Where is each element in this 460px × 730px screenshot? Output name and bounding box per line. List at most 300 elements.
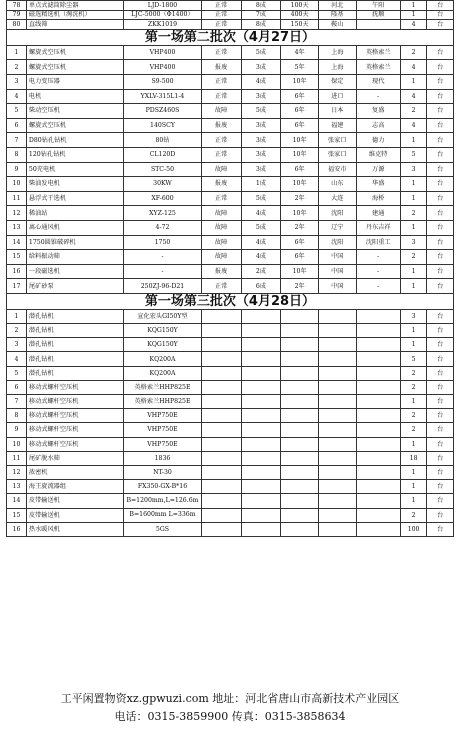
- table-cell: 1: [400, 10, 427, 20]
- table-cell: [318, 380, 356, 394]
- table-cell: 150天: [281, 20, 319, 30]
- table-cell: [241, 338, 281, 352]
- table-cell: 移动式螺杆空压机: [26, 437, 123, 451]
- table-row: [7, 10, 454, 20]
- table-cell: 2: [7, 324, 27, 338]
- table-cell: [356, 309, 400, 323]
- table-cell: 柴油发电机: [26, 177, 123, 192]
- table-cell: 100: [400, 522, 427, 536]
- table-cell: B=1200mm,L=126.6m: [124, 494, 201, 508]
- table-row: [7, 437, 454, 451]
- table-cell: 4成: [241, 74, 281, 89]
- table-cell: 移动式螺杆空压机: [26, 409, 123, 423]
- table-cell: 台: [427, 279, 454, 294]
- table-cell: 大连: [318, 191, 356, 206]
- table-cell: 8: [7, 409, 27, 423]
- table-cell: 台: [427, 465, 454, 479]
- table-row: [7, 177, 454, 192]
- table-cell: 正常: [201, 45, 241, 60]
- table-cell: 5: [7, 104, 27, 119]
- table-cell: LJC-5000（Φ1400）: [124, 10, 201, 20]
- table-row: [7, 206, 454, 221]
- table-cell: 热水暖风机: [26, 522, 123, 536]
- table-cell: [241, 309, 281, 323]
- table-row: [7, 45, 454, 60]
- table-cell: [201, 465, 241, 479]
- table-cell: 10年: [281, 264, 319, 279]
- table-cell: 1: [400, 437, 427, 451]
- table-cell: 保定: [318, 74, 356, 89]
- table-cell: 2: [400, 366, 427, 380]
- table-cell: 5成: [241, 191, 281, 206]
- table-cell: 18: [400, 451, 427, 465]
- table-cell: 台: [427, 89, 454, 104]
- table-cell: 2年: [281, 220, 319, 235]
- table-row: [7, 118, 454, 133]
- table-cell: [318, 309, 356, 323]
- table-cell: 海王旋流器组: [26, 480, 123, 494]
- table-cell: 潜孔钻机: [26, 324, 123, 338]
- table-cell: 3成: [241, 147, 281, 162]
- table-cell: [356, 395, 400, 409]
- table-cell: [318, 338, 356, 352]
- table-cell: 10: [7, 177, 27, 192]
- table-cell: 移动式螺杆空压机: [26, 395, 123, 409]
- table-cell: 台: [427, 494, 454, 508]
- table-cell: 正常: [201, 74, 241, 89]
- table-cell: NT-30: [124, 465, 201, 479]
- table-cell: 台: [427, 191, 454, 206]
- table-cell: [356, 480, 400, 494]
- table-cell: 17: [7, 279, 27, 294]
- table-cell: [241, 366, 281, 380]
- table-cell: 14: [7, 494, 27, 508]
- table-cell: KQ200A: [124, 352, 201, 366]
- table-row: [7, 380, 454, 394]
- table-cell: [318, 522, 356, 536]
- table-cell: 10年: [281, 133, 319, 148]
- table-cell: 4-72: [124, 220, 201, 235]
- table-row: [7, 494, 454, 508]
- table-row: [7, 409, 454, 423]
- table-cell: 8成: [241, 20, 281, 30]
- table-cell: 正常: [201, 89, 241, 104]
- table-cell: 台: [427, 508, 454, 522]
- table-cell: [241, 508, 281, 522]
- table-cell: 辽宁: [318, 220, 356, 235]
- table-cell: [281, 352, 319, 366]
- table-cell: 正常: [201, 10, 241, 20]
- table-cell: 3成: [241, 133, 281, 148]
- table-cell: 79: [7, 10, 27, 20]
- table-cell: 海桥: [356, 191, 400, 206]
- table-cell: 台: [427, 206, 454, 221]
- table-row: [7, 352, 454, 366]
- table-cell: 6: [7, 118, 27, 133]
- table-cell: 1: [400, 220, 427, 235]
- table-cell: 2: [400, 250, 427, 265]
- table-cell: 建通: [356, 206, 400, 221]
- table-row: [7, 220, 454, 235]
- table-cell: 台: [427, 309, 454, 323]
- table-cell: 磁选精选机（淘洗机）: [26, 10, 123, 20]
- table-row: [7, 522, 454, 536]
- table-row: [7, 423, 454, 437]
- table-cell: 1: [400, 465, 427, 479]
- table-cell: [281, 380, 319, 394]
- table-cell: 台: [427, 60, 454, 75]
- table-cell: 6成: [241, 279, 281, 294]
- table-cell: 沈阳: [318, 235, 356, 250]
- table-cell: 悬浮式干选机: [26, 191, 123, 206]
- table-cell: 台: [427, 451, 454, 465]
- table-cell: 台: [427, 409, 454, 423]
- table-cell: 6年: [281, 250, 319, 265]
- table-cell: 台: [427, 235, 454, 250]
- section-title: 第一场第三批次（4月28日）: [6, 294, 454, 309]
- table-cell: [241, 380, 281, 394]
- table-cell: 河北: [318, 1, 356, 11]
- equipment-table: [6, 309, 454, 537]
- table-cell: 故障: [201, 206, 241, 221]
- table-cell: 报废: [201, 177, 241, 192]
- table-row: [7, 1, 454, 11]
- table-cell: 直线筛: [26, 20, 123, 30]
- table-cell: 3: [7, 338, 27, 352]
- table-cell: 5: [400, 352, 427, 366]
- table-cell: LJD-1800: [124, 1, 201, 11]
- table-row: [7, 89, 454, 104]
- table-cell: 16: [7, 264, 27, 279]
- table-cell: 上海: [318, 60, 356, 75]
- table-cell: 4: [7, 89, 27, 104]
- table-cell: 10年: [281, 206, 319, 221]
- table-cell: 正常: [201, 279, 241, 294]
- table-row: [7, 264, 454, 279]
- table-cell: 台: [427, 338, 454, 352]
- table-cell: -: [356, 89, 400, 104]
- table-cell: [356, 409, 400, 423]
- table-cell: VHP750E: [124, 409, 201, 423]
- table-cell: 进口: [318, 89, 356, 104]
- table-cell: 台: [427, 423, 454, 437]
- table-cell: [356, 508, 400, 522]
- table-cell: [201, 380, 241, 394]
- table-cell: 100天: [281, 1, 319, 11]
- table-row: [7, 104, 454, 119]
- table-cell: [201, 494, 241, 508]
- table-row: [7, 74, 454, 89]
- table-cell: 台: [427, 264, 454, 279]
- table-cell: [241, 395, 281, 409]
- table-cell: [356, 352, 400, 366]
- table-cell: 5: [400, 147, 427, 162]
- table-cell: 10年: [281, 74, 319, 89]
- table-row: [7, 451, 454, 465]
- table-cell: [281, 338, 319, 352]
- table-cell: 7: [7, 395, 27, 409]
- table-cell: 正常: [201, 20, 241, 30]
- table-cell: 8成: [241, 1, 281, 11]
- table-cell: 沈阳重工: [356, 235, 400, 250]
- table-cell: 15: [7, 508, 27, 522]
- table-cell: 正常: [201, 147, 241, 162]
- table-cell: -: [356, 250, 400, 265]
- table-cell: 柴动空压机: [26, 104, 123, 119]
- table-cell: 正常: [201, 191, 241, 206]
- table-cell: VHP400: [124, 60, 201, 75]
- table-cell: 1成: [241, 177, 281, 192]
- table-cell: XYZ-125: [124, 206, 201, 221]
- table-cell: STC-50: [124, 162, 201, 177]
- table-cell: 5: [7, 366, 27, 380]
- table-cell: PDSZ460S: [124, 104, 201, 119]
- table-cell: 3成: [241, 60, 281, 75]
- table-cell: 张家口: [318, 133, 356, 148]
- table-cell: 3成: [241, 162, 281, 177]
- table-cell: 120钻孔钻机: [26, 147, 123, 162]
- table-cell: 英格索兰HHP825E: [124, 380, 201, 394]
- table-cell: 10: [7, 437, 27, 451]
- table-cell: 台: [427, 45, 454, 60]
- table-cell: 中国: [318, 264, 356, 279]
- table-cell: 4成: [241, 235, 281, 250]
- table-cell: [318, 480, 356, 494]
- table-cell: 潜孔钻机: [26, 366, 123, 380]
- table-cell: 2: [400, 423, 427, 437]
- table-cell: 7成: [241, 10, 281, 20]
- table-cell: 6年: [281, 104, 319, 119]
- table-cell: 2成: [241, 264, 281, 279]
- table-row: [7, 465, 454, 479]
- table-row: [7, 235, 454, 250]
- footer-company-address: 工平闲置物资xz.gpwuzi.com 地址：河北省唐山市高新技术产业园区: [60, 692, 400, 705]
- table-cell: [281, 465, 319, 479]
- table-cell: D80钻孔钻机: [26, 133, 123, 148]
- table-cell: 沈阳: [318, 206, 356, 221]
- table-cell: 午阳: [356, 1, 400, 11]
- table-cell: 2年: [281, 191, 319, 206]
- table-cell: 3成: [241, 89, 281, 104]
- table-cell: [201, 409, 241, 423]
- table-cell: 中国: [318, 250, 356, 265]
- table-cell: 潜孔钻机: [26, 309, 123, 323]
- table-cell: 皮带输送机: [26, 494, 123, 508]
- table-cell: 丹东吉祥: [356, 220, 400, 235]
- table-cell: 6年: [281, 235, 319, 250]
- table-cell: [201, 522, 241, 536]
- table-cell: 鞍山: [318, 20, 356, 30]
- table-cell: 6年: [281, 162, 319, 177]
- table-cell: 4成: [241, 206, 281, 221]
- table-cell: [318, 508, 356, 522]
- table-cell: [356, 451, 400, 465]
- table-cell: 3: [400, 235, 427, 250]
- equipment-table: [6, 45, 454, 294]
- table-cell: 英格索兰: [356, 45, 400, 60]
- table-cell: 140SCY: [124, 118, 201, 133]
- table-cell: 3: [7, 74, 27, 89]
- table-cell: 11: [7, 191, 27, 206]
- table-cell: 1: [400, 279, 427, 294]
- table-cell: 80钻: [124, 133, 201, 148]
- table-cell: [281, 494, 319, 508]
- table-cell: 抚顺: [356, 10, 400, 20]
- table-cell: 上海: [318, 45, 356, 60]
- table-cell: [281, 480, 319, 494]
- table-cell: 故障: [201, 235, 241, 250]
- table-cell: 台: [427, 20, 454, 30]
- table-cell: 离心通风机: [26, 220, 123, 235]
- table-cell: [281, 451, 319, 465]
- table-row: [7, 60, 454, 75]
- table-cell: 潜孔钻机: [26, 352, 123, 366]
- table-cell: [356, 522, 400, 536]
- table-cell: 12: [7, 465, 27, 479]
- table-cell: 潜孔钻机: [26, 338, 123, 352]
- table-cell: KQG150Y: [124, 338, 201, 352]
- table-cell: 6: [7, 380, 27, 394]
- table-cell: 福建: [318, 118, 356, 133]
- table-cell: [201, 366, 241, 380]
- table-cell: -: [356, 264, 400, 279]
- table-cell: [201, 309, 241, 323]
- table-cell: -: [124, 250, 201, 265]
- table-cell: 稀油站: [26, 206, 123, 221]
- table-cell: 5成: [241, 104, 281, 119]
- table-row: [7, 162, 454, 177]
- table-cell: [318, 366, 356, 380]
- table-cell: 移动式螺杆空压机: [26, 380, 123, 394]
- table-cell: 1: [400, 74, 427, 89]
- table-cell: 螺旋式空压机: [26, 118, 123, 133]
- table-row: [7, 480, 454, 494]
- table-row: [7, 250, 454, 265]
- table-cell: [201, 423, 241, 437]
- table-cell: 隆基: [318, 10, 356, 20]
- table-cell: 5成: [241, 220, 281, 235]
- table-cell: 5GS: [124, 522, 201, 536]
- section-title: 第一场第二批次（4月27日）: [6, 30, 454, 45]
- table-cell: FX350-GX-B*16: [124, 480, 201, 494]
- table-row: [7, 309, 454, 323]
- table-cell: 2: [400, 45, 427, 60]
- table-cell: 报废: [201, 264, 241, 279]
- table-cell: 1: [400, 191, 427, 206]
- table-cell: 华盛: [356, 177, 400, 192]
- table-cell: [356, 423, 400, 437]
- table-cell: 尾矿砂泵: [26, 279, 123, 294]
- table-cell: 1: [400, 1, 427, 11]
- table-cell: 尾矿脱水筛: [26, 451, 123, 465]
- table-cell: 螺旋式空压机: [26, 45, 123, 60]
- table-cell: VHP750E: [124, 437, 201, 451]
- table-cell: 10年: [281, 177, 319, 192]
- table-cell: 台: [427, 162, 454, 177]
- table-cell: [356, 20, 400, 30]
- table-cell: 德力: [356, 133, 400, 148]
- table-cell: 4成: [241, 250, 281, 265]
- table-cell: [281, 437, 319, 451]
- table-cell: 4: [400, 60, 427, 75]
- table-cell: [281, 522, 319, 536]
- table-cell: 6年: [281, 118, 319, 133]
- table-cell: [356, 465, 400, 479]
- table-cell: [201, 451, 241, 465]
- table-cell: VHP400: [124, 45, 201, 60]
- table-cell: [201, 352, 241, 366]
- table-row: [7, 324, 454, 338]
- table-cell: [281, 508, 319, 522]
- table-cell: 6年: [281, 89, 319, 104]
- table-cell: [281, 309, 319, 323]
- table-cell: 故障: [201, 220, 241, 235]
- table-cell: 5年: [281, 60, 319, 75]
- table-cell: 正常: [201, 1, 241, 11]
- table-cell: 中国: [318, 279, 356, 294]
- table-cell: 2: [400, 104, 427, 119]
- table-cell: [241, 423, 281, 437]
- table-cell: 台: [427, 10, 454, 20]
- table-cell: 1836: [124, 451, 201, 465]
- table-cell: [201, 437, 241, 451]
- table-cell: 14: [7, 235, 27, 250]
- footer-phone-fax: 电话：0315-3859900 传真：0315-3858634: [114, 710, 346, 723]
- table-cell: 1: [400, 324, 427, 338]
- table-cell: [356, 324, 400, 338]
- table-cell: [201, 508, 241, 522]
- table-cell: 台: [427, 380, 454, 394]
- table-cell: [241, 409, 281, 423]
- table-cell: 故障: [201, 250, 241, 265]
- table-cell: [241, 480, 281, 494]
- table-cell: VHP750E: [124, 423, 201, 437]
- table-cell: 福安市: [318, 162, 356, 177]
- table-cell: 4: [7, 352, 27, 366]
- table-cell: 1: [400, 338, 427, 352]
- table-cell: [356, 494, 400, 508]
- table-cell: ZKK1019: [124, 20, 201, 30]
- table-cell: 英格索兰: [356, 60, 400, 75]
- table-cell: 78: [7, 1, 27, 11]
- table-cell: [241, 494, 281, 508]
- table-cell: 400天: [281, 10, 319, 20]
- table-cell: 电机: [26, 89, 123, 104]
- table-cell: 故障: [201, 162, 241, 177]
- table-cell: 2: [7, 60, 27, 75]
- table-row: [7, 395, 454, 409]
- table-cell: 给料振动筛: [26, 250, 123, 265]
- table-cell: 台: [427, 177, 454, 192]
- table-cell: [241, 352, 281, 366]
- equipment-table: [6, 0, 454, 30]
- table-cell: [281, 423, 319, 437]
- table-cell: [318, 352, 356, 366]
- table-cell: 1: [400, 395, 427, 409]
- table-cell: 万源: [356, 162, 400, 177]
- table-row: [7, 133, 454, 148]
- table-cell: KQ200A: [124, 366, 201, 380]
- table-row: [7, 279, 454, 294]
- table-cell: 2: [400, 380, 427, 394]
- table-cell: [241, 437, 281, 451]
- table-cell: 台: [427, 480, 454, 494]
- table-cell: 2年: [281, 279, 319, 294]
- table-cell: 1: [400, 480, 427, 494]
- table-cell: 志高: [356, 118, 400, 133]
- table-cell: 台: [427, 366, 454, 380]
- table-cell: [241, 324, 281, 338]
